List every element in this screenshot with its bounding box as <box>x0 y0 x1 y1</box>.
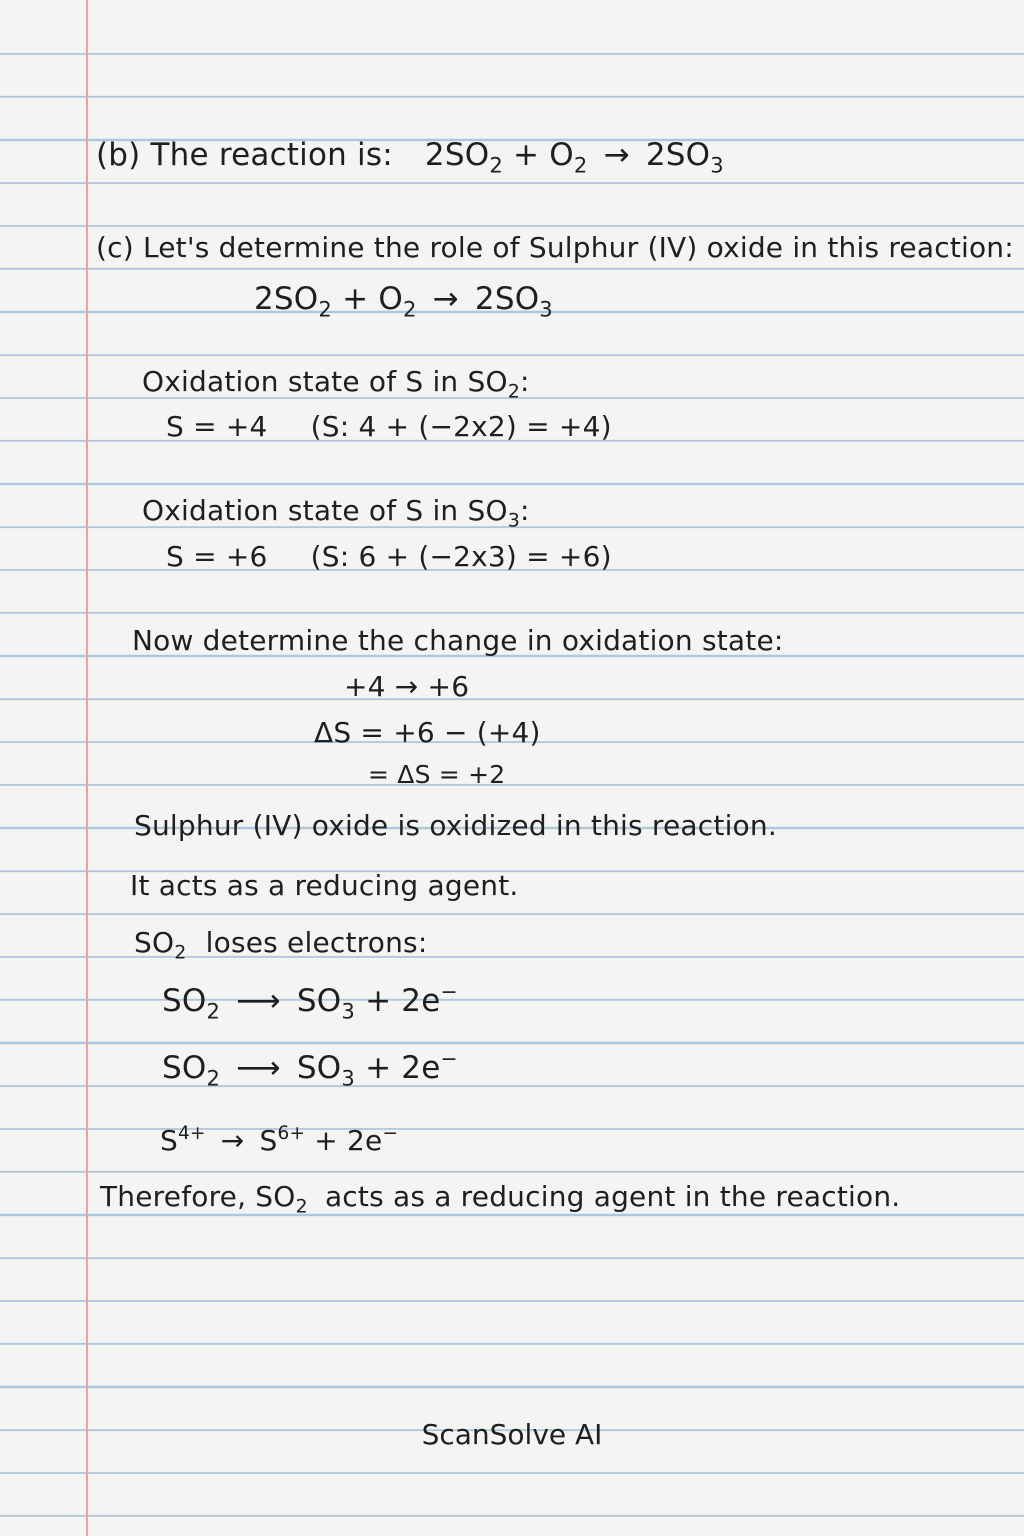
text: SO <box>296 983 342 1019</box>
text: O <box>549 137 574 173</box>
part-c-equation <box>254 281 553 322</box>
text: 2SO <box>645 137 711 173</box>
subscript: 3 <box>507 509 520 532</box>
calculation: (S: 4 + (−2x2) = +4) <box>310 410 612 443</box>
colon: : <box>520 494 530 527</box>
final-conclusion <box>100 1180 901 1218</box>
subscript: 2 <box>206 1065 221 1091</box>
eq-reactant-so2 <box>254 281 333 322</box>
subscript: 2 <box>206 998 221 1024</box>
text: SO <box>134 926 175 959</box>
text: Oxidation state of S in SO <box>142 365 508 398</box>
subscript: 3 <box>539 296 553 322</box>
text: Oxidation state of S in SO <box>142 494 508 527</box>
arrow-icon: ⟶ <box>236 1050 281 1086</box>
superscript: − <box>440 1046 458 1071</box>
subscript: 3 <box>341 998 355 1024</box>
text: 2SO <box>474 281 540 317</box>
conclusion-reducing-agent: It acts as a reducing agent. <box>130 869 519 902</box>
text: + 2e <box>365 1050 441 1086</box>
subscript: 3 <box>710 152 724 178</box>
ox-state-so3-heading <box>142 494 530 532</box>
arrow-icon: ⟶ <box>236 983 281 1019</box>
part-b-line <box>96 137 724 178</box>
text: 2SO <box>254 281 319 317</box>
superscript: − <box>440 979 458 1004</box>
subscript: 2 <box>318 296 333 322</box>
text: acts as a reducing agent in the reaction. <box>324 1180 901 1213</box>
ox-state-so3-value <box>166 540 612 573</box>
superscript: 6+ <box>277 1122 306 1144</box>
eq-reactant-o2 <box>549 137 588 178</box>
eq-reactant-so2 <box>424 137 503 178</box>
change-line-2: ΔS = +6 − (+4) <box>314 716 541 749</box>
subscript: 2 <box>402 296 417 322</box>
eq-reactant-o2 <box>378 281 417 322</box>
change-heading: Now determine the change in oxidation state: <box>132 624 784 657</box>
text: loses electrons: <box>205 926 428 959</box>
change-line-1: +4 → +6 <box>344 670 470 703</box>
text: Therefore, SO <box>100 1180 296 1213</box>
text: + 2e <box>314 1124 383 1157</box>
brand-watermark: ScanSolve AI <box>421 1418 603 1451</box>
subscript: 2 <box>295 1195 308 1218</box>
value: S = +6 <box>166 540 268 573</box>
margin-line <box>86 0 88 1536</box>
text: S <box>259 1124 278 1157</box>
plus-sign: + <box>513 137 540 173</box>
value: S = +4 <box>166 410 268 443</box>
half-equation-2 <box>162 1046 458 1091</box>
ox-state-so2-heading <box>142 365 530 403</box>
text: O <box>378 281 403 317</box>
colon: : <box>520 365 530 398</box>
text: SO <box>162 983 207 1019</box>
plus-sign: + <box>342 281 369 317</box>
calculation: (S: 6 + (−2x3) = +6) <box>310 540 612 573</box>
eq-product-so3 <box>474 281 553 322</box>
eq-product-so3 <box>645 137 724 178</box>
text: 2SO <box>424 137 490 173</box>
text: SO <box>296 1050 342 1086</box>
arrow-icon: → <box>220 1124 245 1157</box>
ox-state-so2-value <box>166 410 612 443</box>
part-b-label: (b) The reaction is: <box>96 137 393 173</box>
arrow-icon: → <box>603 137 630 173</box>
change-line-3: = ΔS = +2 <box>368 760 506 789</box>
text: S <box>160 1124 178 1157</box>
part-c-intro: (c) Let's determine the role of Sulphur (IV) oxide in this reaction: <box>96 231 1014 264</box>
subscript: 2 <box>507 380 520 403</box>
subscript: 3 <box>341 1065 355 1091</box>
superscript: − <box>382 1122 399 1144</box>
subscript: 2 <box>489 152 503 178</box>
arrow-icon: → <box>432 281 459 317</box>
loses-electrons-line <box>134 926 428 964</box>
conclusion-oxidized: Sulphur (IV) oxide is oxidized in this reaction. <box>134 809 777 842</box>
superscript: 4+ <box>177 1122 206 1144</box>
ion-equation <box>160 1122 399 1157</box>
subscript: 2 <box>174 941 187 964</box>
text: + 2e <box>365 983 441 1019</box>
half-equation-1 <box>162 979 458 1024</box>
text: SO <box>162 1050 207 1086</box>
subscript: 2 <box>573 152 588 178</box>
